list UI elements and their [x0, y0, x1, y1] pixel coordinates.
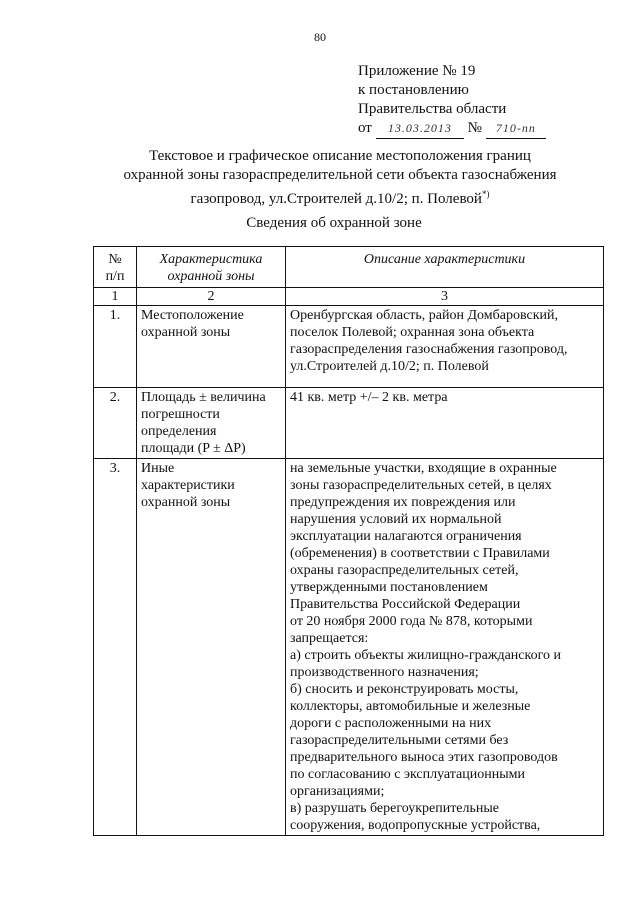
description-line: по согласованию с эксплуатационными — [290, 767, 525, 782]
column-number: 3 — [286, 288, 604, 306]
row-description — [286, 459, 604, 836]
description-line: в) разрушать берегоукрепительные — [290, 801, 500, 816]
table-row — [94, 388, 604, 459]
document-title — [110, 147, 570, 209]
appendix-block — [358, 62, 546, 139]
title-line-2: охранной зоны газораспределительной сети объекта газоснабжения — [123, 167, 557, 183]
section-subtitle: Сведения об охранной зоне — [246, 215, 422, 231]
handwritten-number: 710-пп — [486, 119, 546, 139]
description-line: утвержденными постановлением — [290, 580, 488, 595]
footnote-mark: *) — [481, 189, 490, 199]
description-line: на земельные участки, входящие в охранные — [290, 461, 557, 476]
header-description: Описание характеристики — [286, 247, 604, 288]
zone-info-table — [93, 246, 604, 836]
description-line: нарушения условий их нормальной — [290, 512, 502, 527]
appendix-line-1: Приложение № 19 — [358, 63, 476, 79]
from-label: от — [358, 120, 372, 136]
description-line: предупреждения их повреждения или — [290, 495, 516, 510]
row-description: 41 кв. метр +/– 2 кв. метра — [286, 388, 604, 459]
description-line: от 20 ноября 2000 года № 878, которыми — [290, 614, 533, 629]
title-line-3: газопровод, ул.Строителей д.10/2; п. Полевой*) — [190, 189, 490, 207]
handwritten-date: 13.03.2013 — [376, 119, 464, 139]
row-number: 2. — [94, 388, 137, 459]
description-line: а) строить объекты жилищно-гражданского и — [290, 648, 561, 663]
appendix-line-4 — [358, 119, 546, 139]
description-line: б) сносить и реконструировать мосты, — [290, 682, 519, 697]
row-characteristic: Площадь ± величина погрешности определения площади (P ± ΔP) — [137, 388, 286, 459]
row-characteristic: Иные характеристики охранной зоны — [137, 459, 286, 836]
description-line: зоны газораспределительных сетей, в целях — [290, 478, 552, 493]
description-line: запрещается: — [290, 631, 369, 646]
description-line: газораспределительными сетями без — [290, 733, 509, 748]
description-line: эксплуатации налагаются ограничения — [290, 529, 522, 544]
description-line: Правительства Российской Федерации — [290, 597, 521, 612]
header-number: № п/п — [94, 247, 137, 288]
header-characteristic: Характеристика охранной зоны — [137, 247, 286, 288]
description-line: предварительного выноса этих газопроводов — [290, 750, 558, 765]
description-line: коллекторы, автомобильные и железные — [290, 699, 531, 714]
column-number-row — [94, 288, 604, 306]
description-line: (обременения) в соответствии с Правилами — [290, 546, 550, 561]
description-line: дороги с расположенными на них — [290, 716, 492, 731]
row-number: 1. — [94, 306, 137, 388]
description-line: производственного назначения; — [290, 665, 479, 680]
number-label: № — [467, 120, 482, 136]
table-header-row — [94, 247, 604, 288]
row-description: Оренбургская область, район Домбаровский, поселок Полевой; охранная зона объекта газораспределения газоснабжения газопровод, ул.Строителей д.10/2; п. Полевой — [286, 306, 604, 388]
column-number: 1 — [94, 288, 137, 306]
description-line: охраны газораспределительных сетей, — [290, 563, 519, 578]
appendix-line-3: Правительства области — [358, 101, 507, 117]
table-row — [94, 306, 604, 388]
table-row — [94, 459, 604, 836]
description-line: организациями; — [290, 784, 385, 799]
appendix-line-2: к постановлению — [358, 82, 469, 98]
title-line-1: Текстовое и графическое описание местоположения границ — [149, 148, 531, 164]
column-number: 2 — [137, 288, 286, 306]
description-line: сооружения, водопропускные устройства, — [290, 818, 541, 833]
row-number: 3. — [94, 459, 137, 836]
page-number: 80 — [314, 30, 326, 44]
row-characteristic: Местоположение охранной зоны — [137, 306, 286, 388]
